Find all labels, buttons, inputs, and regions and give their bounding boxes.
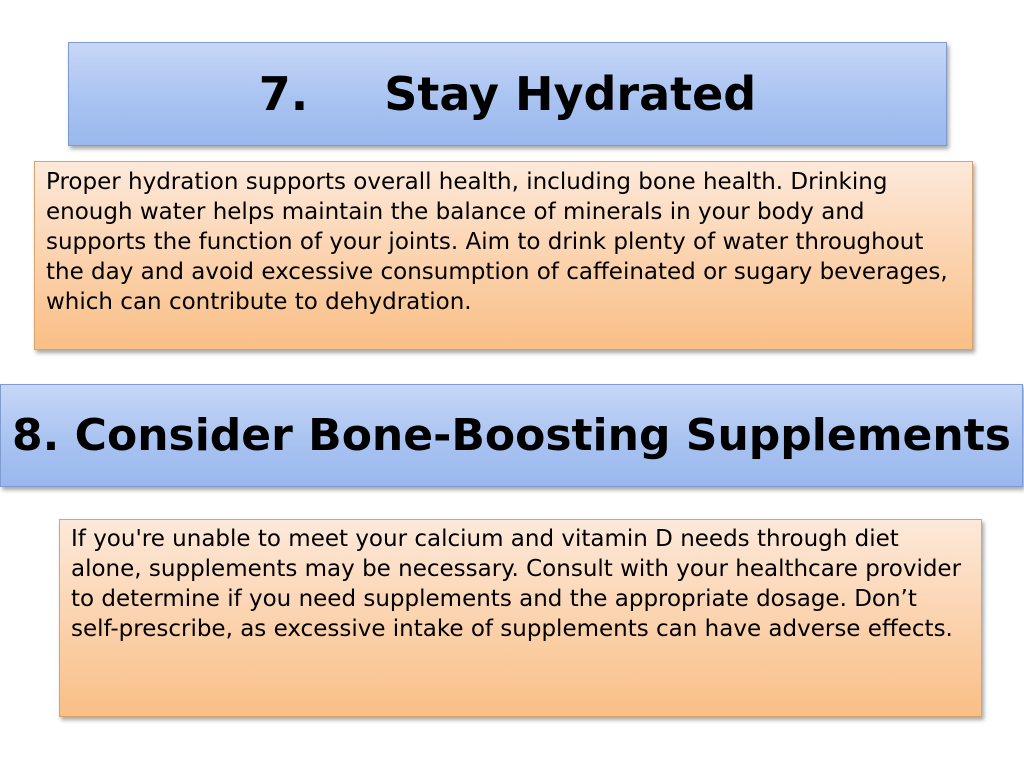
section-8-heading: 8. Consider Bone-Boosting Supplements	[12, 410, 1011, 461]
section-7-heading: Stay Hydrated	[384, 67, 757, 121]
section-7-number: 7.	[258, 67, 309, 121]
section-7-text-box	[34, 161, 973, 350]
section-8-title	[0, 384, 1023, 487]
section-8-body: If you're unable to meet your calcium and vitamin D needs through diet alone, supplements may be necessary. Consult with your healthcare provider to determine if you need supplements and the appropriate dosage. Don’t self-prescribe, as excessive intake of supplements can have adverse effects.	[71, 526, 962, 642]
section-7-body: Proper hydration supports overall health, including bone health. Drinking enough water helps maintain the balance of minerals in your body and supports the function of your joints. Aim to drink plenty of water throughout the day and avoid excessive consumption of caffeinated or sugary beverages, which can contribute to dehydration.	[46, 169, 948, 315]
section-8-text-box	[59, 519, 982, 717]
section-7-title	[68, 42, 947, 146]
